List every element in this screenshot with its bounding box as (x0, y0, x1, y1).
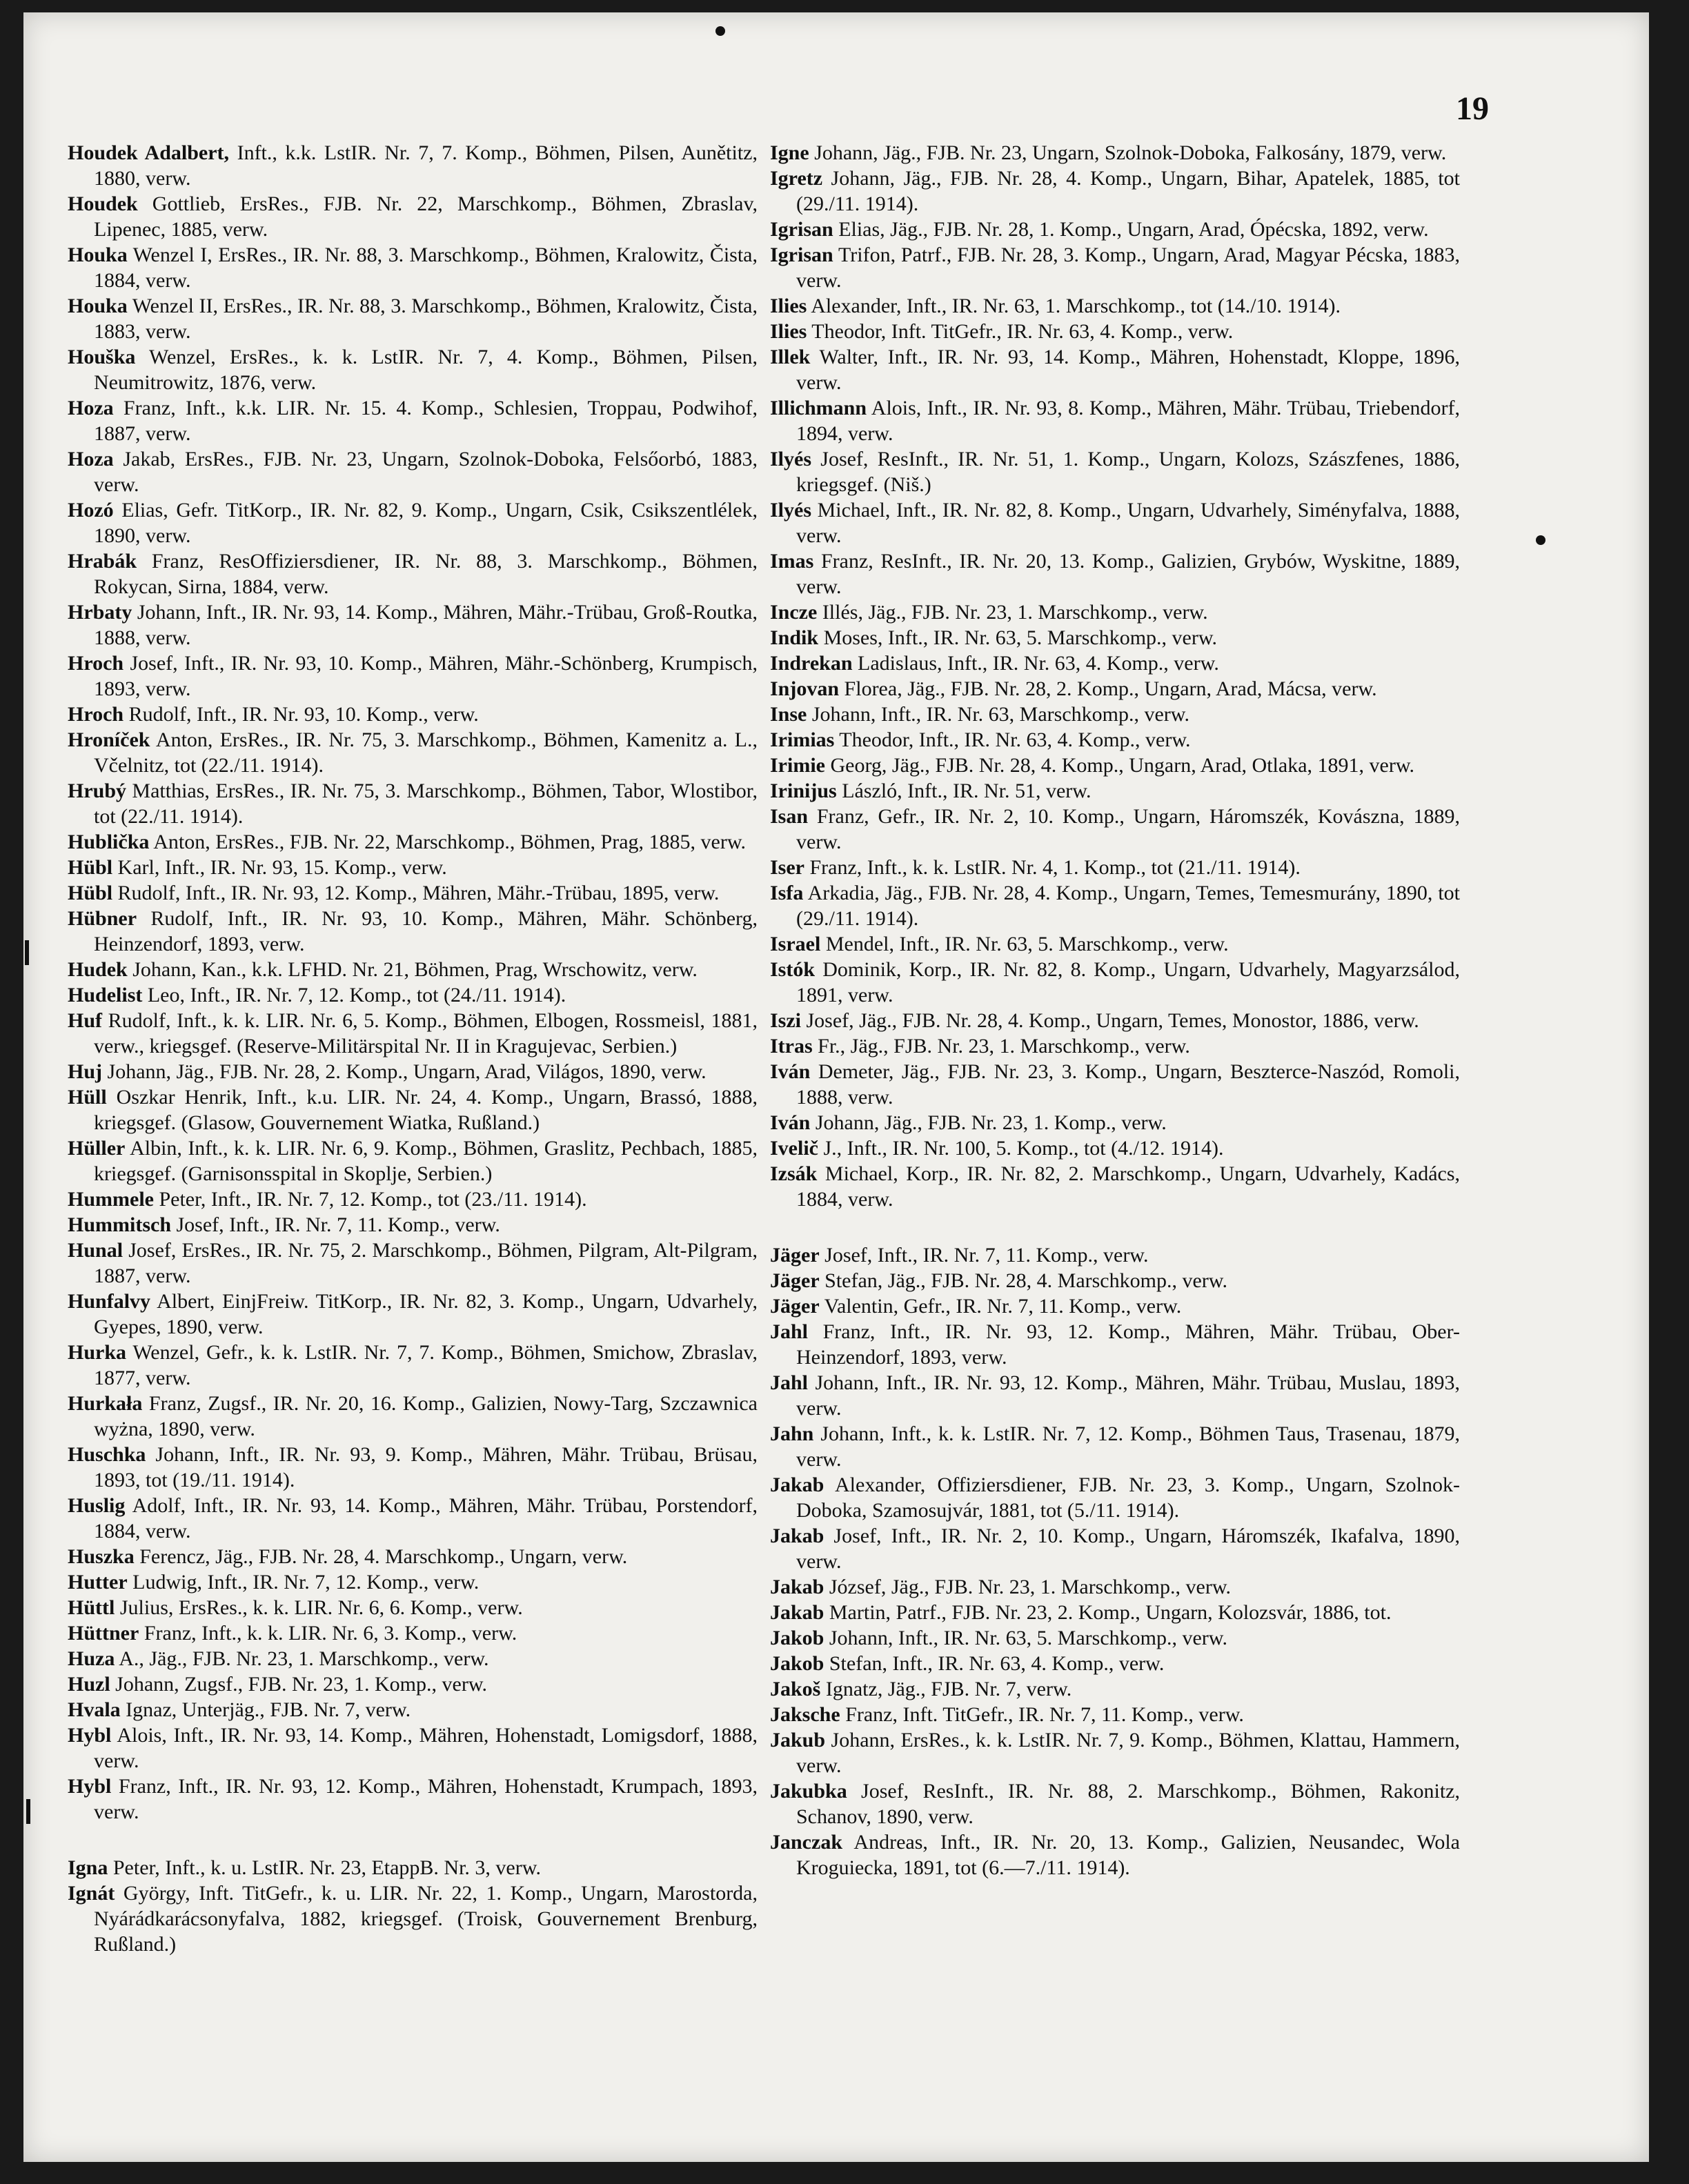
entry-details: Josef, ResInft., IR. Nr. 88, 2. Marschkomp., Böhmen, Rakonitz, Schanov, 1890, verw. (796, 1780, 1460, 1828)
entry-surname: Hübl (68, 856, 113, 879)
entry-surname: Ilyés (770, 448, 811, 470)
roster-entry (68, 957, 758, 982)
roster-entry (770, 1574, 1460, 1600)
entry-details: Alois, Inft., IR. Nr. 93, 14. Komp., Mähren, Hohenstadt, Lomigsdorf, 1888, verw. (94, 1724, 758, 1772)
roster-entry (68, 1723, 758, 1774)
entry-surname: Izsák (770, 1162, 818, 1185)
entry-surname: Hozó (68, 499, 114, 522)
roster-entry (770, 1778, 1460, 1829)
roster-entry (68, 548, 758, 599)
entry-details: Albin, Inft., k. k. LIR. Nr. 6, 9. Komp., Böhmen, Graslitz, Pechbach, 1885, kriegsgef. (Garnisonsspital in Skoplje, Serbien.) (94, 1137, 758, 1185)
entry-details: Ludwig, Inft., IR. Nr. 7, 12. Komp., verw. (127, 1571, 480, 1594)
entry-surname: Huschka (68, 1443, 146, 1466)
roster-entry (770, 880, 1460, 931)
roster-entry (770, 1319, 1460, 1370)
roster-entry (68, 1084, 758, 1135)
entry-details: Rudolf, Inft., IR. Nr. 93, 10. Komp., verw. (124, 703, 479, 726)
entry-surname: Hoza (68, 397, 114, 419)
entry-details: Johann, Inft., IR. Nr. 93, 12. Komp., Mähren, Mähr. Trübau, Muslau, 1893, verw. (796, 1371, 1460, 1420)
entry-surname: Istók (770, 958, 816, 981)
entry-details: Josef, Inft., IR. Nr. 2, 10. Komp., Ungarn, Háromszék, Ikafalva, 1890, verw. (796, 1525, 1460, 1573)
entry-details: Franz, Inft., k. k. LstIR. Nr. 4, 1. Komp., tot (21./11. 1914). (804, 856, 1301, 879)
entry-surname: Jakob (770, 1627, 824, 1649)
entry-surname: Huza (68, 1647, 115, 1670)
roster-entry (68, 1340, 758, 1391)
entry-surname: Hutter (68, 1571, 128, 1594)
entry-details: Illés, Jäg., FJB. Nr. 23, 1. Marschkomp., verw. (817, 601, 1208, 624)
entry-surname: Hüll (68, 1086, 107, 1109)
entry-surname: Jakab (770, 1601, 824, 1624)
roster-entry (770, 1110, 1460, 1135)
entry-details: Wenzel II, ErsRes., IR. Nr. 88, 3. Marschkomp., Böhmen, Kralowitz, Čista, 1883, verw. (94, 295, 758, 343)
entry-surname: Huj (68, 1060, 103, 1083)
entry-details: Franz, ResInft., IR. Nr. 20, 13. Komp., Galizien, Grybów, Wyskitne, 1889, verw. (796, 550, 1460, 598)
roster-entry (770, 651, 1460, 676)
entry-surname: Hoza (68, 448, 114, 470)
entry-surname: Jäger (770, 1295, 820, 1318)
entry-details: Rudolf, Inft., k. k. LIR. Nr. 6, 5. Komp., Böhmen, Elbogen, Rossmeisl, 1881, verw., kriegsgef. (Reserve-Militärspital Nr. II in Kragujevac, Serbien.) (94, 1009, 758, 1058)
entry-surname: Janczak (770, 1831, 842, 1854)
entry-details: Franz, Zugsf., IR. Nr. 20, 16. Komp., Galizien, Nowy-Targ, Szczawnica wyżna, 1890, verw. (94, 1392, 758, 1440)
entry-surname: Hudek (68, 958, 128, 981)
roster-entry (770, 855, 1460, 880)
entry-details: Wenzel, Gefr., k. k. LstIR. Nr. 7, 7. Komp., Böhmen, Smichow, Zbraslav, 1877, verw. (94, 1341, 758, 1389)
entry-surname: Jahl (770, 1371, 809, 1394)
roster-entry (770, 727, 1460, 753)
roster-entry (68, 446, 758, 497)
roster-entry (770, 1293, 1460, 1319)
roster-entry (68, 906, 758, 957)
roster-entry (68, 344, 758, 395)
entry-details: Wenzel I, ErsRes., IR. Nr. 88, 3. Marschkomp., Böhmen, Kralowitz, Čista, 1884, verw. (94, 244, 758, 292)
roster-entry (68, 1697, 758, 1723)
entry-surname: Isan (770, 805, 809, 828)
entry-details: Josef, ErsRes., IR. Nr. 75, 2. Marschkomp., Böhmen, Pilgram, Alt-Pilgram, 1887, verw. (94, 1239, 758, 1287)
roster-entry (770, 1625, 1460, 1651)
roster-entry (68, 1544, 758, 1569)
entry-details: Jakab, ErsRes., FJB. Nr. 23, Ungarn, Szolnok-Doboka, Felsőorbó, 1883, verw. (94, 448, 758, 496)
entry-surname: Indrekan (770, 652, 853, 675)
entry-details: Leo, Inft., IR. Nr. 7, 12. Komp., tot (24./11. 1914). (142, 984, 566, 1006)
roster-entry (770, 242, 1460, 293)
roster-entry (770, 957, 1460, 1008)
entry-surname: Iván (770, 1060, 811, 1083)
entry-surname: Israel (770, 933, 821, 955)
entry-details: Peter, Inft., IR. Nr. 7, 12. Komp., tot (23./11. 1914). (153, 1188, 587, 1211)
roster-entry (770, 1370, 1460, 1421)
entry-details: Valentin, Gefr., IR. Nr. 7, 11. Komp., verw. (819, 1295, 1182, 1318)
roster-entry (68, 702, 758, 727)
entry-surname: Ignát (68, 1882, 115, 1905)
roster-entry (770, 319, 1460, 344)
entry-details: Albert, EinjFreiw. TitKorp., IR. Nr. 82, 3. Komp., Ungarn, Udvarhely, Gyepes, 1890, verw. (94, 1290, 758, 1338)
entry-details: Dominik, Korp., IR. Nr. 82, 8. Komp., Ungarn, Udvarhely, Magyarzsálod, 1891, verw. (796, 958, 1460, 1006)
entry-details: Johann, Inft., k. k. LstIR. Nr. 7, 12. Komp., Böhmen Taus, Trasenau, 1879, verw. (796, 1422, 1460, 1471)
entry-surname: Jakab (770, 1576, 824, 1598)
entry-details: György, Inft. TitGefr., k. u. LIR. Nr. 22, 1. Komp., Ungarn, Marostorda, Nyárádkarácsonyfalva, 1882, kriegsgef. (Troisk, Gouvernement Brenburg, Rußland.) (94, 1882, 758, 1956)
entry-surname: Incze (770, 601, 818, 624)
entry-surname: Jäger (770, 1244, 820, 1267)
entry-details: Theodor, Inft. TitGefr., IR. Nr. 63, 4. Komp., verw. (807, 320, 1234, 343)
roster-entry (770, 1829, 1460, 1880)
entry-surname: Hummele (68, 1188, 154, 1211)
entry-surname: Huszka (68, 1545, 135, 1568)
entry-surname: Igretz (770, 167, 823, 190)
entry-surname: Huslig (68, 1494, 126, 1517)
entry-details: Josef, Inft., IR. Nr. 7, 11. Komp., verw. (171, 1213, 500, 1236)
entry-surname: Hrbaty (68, 601, 132, 624)
entry-details: Oszkar Henrik, Inft., k.u. LIR. Nr. 24, 4. Komp., Ungarn, Brassó, 1888, kriegsgef. (Glasow, Gouvernement Wiatka, Rußland.) (94, 1086, 758, 1134)
entry-surname: Jahl (770, 1320, 809, 1343)
entry-details: Michael, Korp., IR. Nr. 82, 2. Marschkomp., Ungarn, Udvarhely, Kadács, 1884, verw. (796, 1162, 1460, 1211)
roster-entry (68, 599, 758, 651)
entry-details: Alexander, Inft., IR. Nr. 63, 1. Marschkomp., tot (14./10. 1914). (807, 295, 1341, 317)
roster-entry (68, 1008, 758, 1059)
roster-entry (68, 1646, 758, 1671)
entry-surname: Houka (68, 244, 128, 266)
entry-details: Johann, Zugsf., FJB. Nr. 23, 1. Komp., verw. (110, 1673, 488, 1696)
roster-entry (770, 1059, 1460, 1110)
entry-details: Johann, Jäg., FJB. Nr. 28, 4. Komp., Ungarn, Bihar, Apatelek, 1885, tot (29./11. 1914). (796, 167, 1460, 215)
section-gap (770, 1212, 1460, 1242)
entry-surname: Hurka (68, 1341, 127, 1364)
entry-details: Josef, ResInft., IR. Nr. 51, 1. Komp., Ungarn, Kolozs, Szászfenes, 1886, kriegsgef. (Niš.) (796, 448, 1460, 496)
entry-surname: Ilies (770, 320, 807, 343)
roster-entry (770, 1135, 1460, 1161)
entry-details: Martin, Patrf., FJB. Nr. 23, 2. Komp., Ungarn, Kolozsvár, 1886, tot. (824, 1601, 1392, 1624)
entry-details: Franz, Inft. TitGefr., IR. Nr. 7, 11. Komp., verw. (840, 1703, 1244, 1726)
roster-entry (68, 1238, 758, 1289)
entry-details: Anton, ErsRes., IR. Nr. 75, 3. Marschkomp., Böhmen, Kamenitz a. L., Včelnitz, tot (22./11. 1914). (94, 728, 758, 777)
entry-surname: Injovan (770, 677, 840, 700)
right-column (770, 140, 1460, 1880)
entry-surname: Hüller (68, 1137, 126, 1160)
entry-surname: Jakab (770, 1525, 824, 1547)
entry-details: Josef, Inft., IR. Nr. 93, 10. Komp., Mähren, Mähr.-Schönberg, Krumpisch, 1893, verw. (94, 652, 758, 700)
roster-entry (68, 1187, 758, 1212)
entry-surname: Inse (770, 703, 807, 726)
roster-entry (68, 242, 758, 293)
entry-surname: Ivelič (770, 1137, 818, 1160)
roster-entry (770, 1008, 1460, 1033)
roster-entry (68, 1391, 758, 1442)
roster-entry (770, 625, 1460, 651)
entry-details: Johann, Jäg., FJB. Nr. 28, 2. Komp., Ungarn, Arad, Világos, 1890, verw. (102, 1060, 707, 1083)
entry-surname: Jakob (770, 1652, 824, 1675)
entry-details: Demeter, Jäg., FJB. Nr. 23, 3. Komp., Ungarn, Beszterce-Naszód, Romoli, 1888, verw. (796, 1060, 1460, 1109)
entry-surname: Isfa (770, 882, 804, 904)
entry-details: Johann, ErsRes., k. k. LstIR. Nr. 7, 9. Komp., Böhmen, Klattau, Hammern, verw. (796, 1729, 1460, 1777)
entry-surname: Imas (770, 550, 814, 573)
entry-surname: Hüttner (68, 1622, 139, 1645)
entry-details: Ignatz, Jäg., FJB. Nr. 7, verw. (820, 1678, 1072, 1700)
entry-surname: Jäger (770, 1269, 820, 1292)
entry-surname: Igne (770, 141, 809, 164)
entry-surname: Jakubka (770, 1780, 847, 1803)
entry-details: Rudolf, Inft., IR. Nr. 93, 10. Komp., Mähren, Mähr. Schönberg, Heinzendorf, 1893, verw. (94, 907, 758, 955)
entry-surname: Irimie (770, 754, 825, 777)
roster-entry (68, 1569, 758, 1595)
roster-entry (68, 1135, 758, 1187)
left-column (68, 140, 758, 1957)
entry-details: Franz, ResOffiziersdiener, IR. Nr. 88, 3. Marschkomp., Böhmen, Rokycan, Sirna, 1884, verw. (94, 550, 758, 598)
roster-entry (68, 1493, 758, 1544)
entry-details: Elias, Jäg., FJB. Nr. 28, 1. Komp., Ungarn, Arad, Ópécska, 1892, verw. (833, 218, 1429, 241)
roster-entry (770, 497, 1460, 548)
entry-details: Johann, Jäg., FJB. Nr. 23, 1. Komp., verw. (810, 1111, 1167, 1134)
entry-details: Franz, Inft., IR. Nr. 93, 12. Komp., Mähren, Mähr. Trübau, Ober-Heinzendorf, 1893, verw. (796, 1320, 1460, 1369)
roster-entry (770, 217, 1460, 242)
roster-entry (770, 1268, 1460, 1293)
roster-entry (68, 1880, 758, 1957)
entry-details: Franz, Inft., k.k. LIR. Nr. 15. 4. Komp., Schlesien, Troppau, Podwihof, 1887, verw. (94, 397, 758, 445)
roster-entry (68, 293, 758, 344)
roster-entry (770, 1033, 1460, 1059)
entry-surname: Jakoš (770, 1678, 821, 1700)
entry-details: Fr., Jäg., FJB. Nr. 23, 1. Marschkomp., verw. (812, 1035, 1190, 1058)
roster-entry (770, 702, 1460, 727)
margin-dot-mark (1536, 535, 1545, 545)
entry-surname: Hüttl (68, 1596, 115, 1619)
entry-surname: Iván (770, 1111, 811, 1134)
entry-surname: Igrisan (770, 244, 833, 266)
entry-details: Johann, Inft., IR. Nr. 63, 5. Marschkomp., verw. (824, 1627, 1228, 1649)
entry-details: Johann, Inft., IR. Nr. 93, 9. Komp., Mähren, Mähr. Trübau, Brüsau, 1893, tot (19./11. 1914). (94, 1443, 758, 1491)
roster-entry (68, 855, 758, 880)
section-gap (68, 1825, 758, 1855)
entry-surname: Ilyés (770, 499, 811, 522)
entry-surname: Iser (770, 856, 804, 879)
entry-surname: Hummitsch (68, 1213, 171, 1236)
roster-entry (770, 599, 1460, 625)
entry-details: Karl, Inft., IR. Nr. 93, 15. Komp., verw. (112, 856, 447, 879)
entry-surname: Hunal (68, 1239, 124, 1262)
roster-entry (68, 140, 758, 191)
entry-surname: Houška (68, 346, 136, 368)
entry-surname: Hroníček (68, 728, 150, 751)
entry-details: Johann, Inft., IR. Nr. 63, Marschkomp., verw. (807, 703, 1189, 726)
roster-entry (68, 1595, 758, 1620)
roster-entry (68, 1855, 758, 1880)
entry-details: Anton, ErsRes., FJB. Nr. 22, Marschkomp., Böhmen, Prag, 1885, verw. (149, 831, 747, 853)
entry-details: A., Jäg., FJB. Nr. 23, 1. Marschkomp., verw. (115, 1647, 489, 1670)
entry-surname: Houdek (68, 192, 138, 215)
roster-entry (68, 1442, 758, 1493)
entry-details: Stefan, Jäg., FJB. Nr. 28, 4. Marschkomp., verw. (819, 1269, 1227, 1292)
entry-surname: Jahn (770, 1422, 814, 1445)
margin-tick-mark (25, 940, 29, 965)
entry-details: Inft., k.k. LstIR. Nr. 7, 7. Komp., Böhmen, Pilsen, Aunětitz, 1880, verw. (94, 141, 758, 190)
entry-surname: Irinijus (770, 780, 837, 802)
roster-entry (68, 778, 758, 829)
entry-surname: Igna (68, 1856, 108, 1879)
entry-surname: Huzl (68, 1673, 110, 1696)
roster-entry (770, 1523, 1460, 1574)
entry-surname: Illek (770, 346, 811, 368)
entry-details: Theodor, Inft., IR. Nr. 63, 4. Komp., verw. (834, 728, 1191, 751)
entry-details: Matthias, ErsRes., IR. Nr. 75, 3. Marschkomp., Böhmen, Tabor, Wlostibor, tot (22./11. 1914). (94, 780, 758, 828)
entry-details: Johann, Inft., IR. Nr. 93, 14. Komp., Mähren, Mähr.-Trübau, Groß-Routka, 1888, verw. (94, 601, 758, 649)
roster-entry (770, 753, 1460, 778)
roster-entry (68, 191, 758, 242)
roster-entry (68, 727, 758, 778)
entry-details: Ladislaus, Inft., IR. Nr. 63, 4. Komp., verw. (852, 652, 1219, 675)
roster-entry (770, 1161, 1460, 1212)
entry-surname: Hrabák (68, 550, 137, 573)
entry-details: Julius, ErsRes., k. k. LIR. Nr. 6, 6. Komp., verw. (115, 1596, 523, 1619)
roster-entry (68, 497, 758, 548)
roster-entry (68, 1774, 758, 1825)
roster-entry (770, 931, 1460, 957)
roster-entry (770, 1651, 1460, 1676)
entry-surname: Hübner (68, 907, 137, 930)
roster-entry (68, 395, 758, 446)
entry-surname: Hrubý (68, 780, 127, 802)
entry-surname: Hudelist (68, 984, 143, 1006)
entry-details: Adolf, Inft., IR. Nr. 93, 14. Komp., Mähren, Mähr. Trübau, Porstendorf, 1884, verw. (94, 1494, 758, 1542)
roster-entry (770, 344, 1460, 395)
entry-details: Ignaz, Unterjäg., FJB. Nr. 7, verw. (120, 1698, 411, 1721)
roster-entry (770, 395, 1460, 446)
margin-tick-mark (26, 1799, 30, 1824)
entry-details: Elias, Gefr. TitKorp., IR. Nr. 82, 9. Komp., Ungarn, Csik, Csikszentlélek, 1890, verw. (94, 499, 758, 547)
entry-details: Josef, Jäg., FJB. Nr. 28, 4. Komp., Ungarn, Temes, Monostor, 1886, verw. (801, 1009, 1419, 1032)
margin-dot-mark (715, 26, 725, 36)
entry-surname: Hroch (68, 703, 124, 726)
entry-details: Walter, Inft., IR. Nr. 93, 14. Komp., Mähren, Hohenstadt, Kloppe, 1896, verw. (796, 346, 1460, 394)
roster-entry (770, 1676, 1460, 1702)
entry-surname: Igrisan (770, 218, 833, 241)
entry-surname: Jakub (770, 1729, 826, 1751)
entry-details: Peter, Inft., k. u. LstIR. Nr. 23, EtappB. Nr. 3, verw. (108, 1856, 541, 1879)
entry-details: Alexander, Offiziersdiener, FJB. Nr. 23, 3. Komp., Ungarn, Szolnok-Doboka, Szamosujvár, 1881, tot (5./11. 1914). (796, 1473, 1460, 1522)
entry-surname: Hurkała (68, 1392, 143, 1415)
roster-entry (770, 446, 1460, 497)
entry-details: Ferencz, Jäg., FJB. Nr. 28, 4. Marschkomp., Ungarn, verw. (134, 1545, 628, 1568)
roster-entry (770, 1242, 1460, 1268)
entry-surname: Huf (68, 1009, 103, 1032)
entry-details: Rudolf, Inft., IR. Nr. 93, 12. Komp., Mähren, Mähr.-Trübau, 1895, verw. (112, 882, 720, 904)
entry-surname: Jaksche (770, 1703, 840, 1726)
entry-details: Mendel, Inft., IR. Nr. 63, 5. Marschkomp., verw. (820, 933, 1229, 955)
roster-entry (68, 651, 758, 702)
roster-entry (68, 829, 758, 855)
roster-entry (770, 548, 1460, 599)
roster-entry (68, 1212, 758, 1238)
entry-surname: Houdek Adalbert, (68, 141, 230, 164)
entry-surname: Irimias (770, 728, 835, 751)
entry-details: Josef, Inft., IR. Nr. 7, 11. Komp., verw. (819, 1244, 1149, 1267)
entry-details: Trifon, Patrf., FJB. Nr. 28, 3. Komp., Ungarn, Arad, Magyar Pécska, 1883, verw. (796, 244, 1460, 292)
entry-details: Moses, Inft., IR. Nr. 63, 5. Marschkomp., verw. (818, 626, 1218, 649)
roster-entry (68, 1289, 758, 1340)
entry-surname: Hunfalvy (68, 1290, 151, 1313)
roster-entry (68, 1620, 758, 1646)
entry-surname: Hroch (68, 652, 124, 675)
entry-surname: Itras (770, 1035, 813, 1058)
roster-entry (770, 1600, 1460, 1625)
entry-details: Florea, Jäg., FJB. Nr. 28, 2. Komp., Ungarn, Arad, Mácsa, verw. (839, 677, 1377, 700)
entry-surname: Indik (770, 626, 819, 649)
entry-surname: Hublička (68, 831, 150, 853)
roster-entry (770, 1702, 1460, 1727)
entry-details: Georg, Jäg., FJB. Nr. 28, 4. Komp., Ungarn, Arad, Otlaka, 1891, verw. (824, 754, 1415, 777)
entry-details: Franz, Inft., k. k. LIR. Nr. 6, 3. Komp., verw. (139, 1622, 517, 1645)
roster-entry (770, 1472, 1460, 1523)
entry-surname: Ilies (770, 295, 807, 317)
roster-entry (68, 880, 758, 906)
entry-details: József, Jäg., FJB. Nr. 23, 1. Marschkomp., verw. (824, 1576, 1232, 1598)
roster-entry (770, 1727, 1460, 1778)
roster-entry (68, 1671, 758, 1697)
entry-surname: Hübl (68, 882, 113, 904)
entry-details: Johann, Jäg., FJB. Nr. 23, Ungarn, Szolnok-Doboka, Falkosány, 1879, verw. (809, 141, 1447, 164)
roster-entry (770, 293, 1460, 319)
roster-entry (770, 676, 1460, 702)
entry-surname: Hybl (68, 1724, 112, 1747)
entry-surname: Iszi (770, 1009, 801, 1032)
entry-surname: Hybl (68, 1775, 112, 1798)
entry-details: Andreas, Inft., IR. Nr. 20, 13. Komp., Galizien, Neusandec, Wola Kroguiecka, 1891, tot (6.—7./11. 1914). (796, 1831, 1460, 1879)
entry-surname: Illichmann (770, 397, 867, 419)
entry-details: Wenzel, ErsRes., k. k. LstIR. Nr. 7, 4. Komp., Böhmen, Pilsen, Neumitrowitz, 1876, verw. (94, 346, 758, 394)
roster-entry (770, 1421, 1460, 1472)
entry-details: Johann, Kan., k.k. LFHD. Nr. 21, Böhmen, Prag, Wrschowitz, verw. (127, 958, 698, 981)
page-number: 19 (1456, 90, 1489, 127)
roster-entry (770, 778, 1460, 804)
entry-surname: Houka (68, 295, 128, 317)
scanned-page (23, 12, 1649, 2162)
entry-details: Franz, Inft., IR. Nr. 93, 12. Komp., Mähren, Hohenstadt, Krumpach, 1893, verw. (94, 1775, 758, 1823)
entry-details: Franz, Gefr., IR. Nr. 2, 10. Komp., Ungarn, Háromszék, Kovászna, 1889, verw. (796, 805, 1460, 853)
entry-surname: Jakab (770, 1473, 824, 1496)
entry-details: Michael, Inft., IR. Nr. 82, 8. Komp., Ungarn, Udvarhely, Siményfalva, 1888, verw. (796, 499, 1460, 547)
entry-details: László, Inft., IR. Nr. 51, verw. (836, 780, 1092, 802)
roster-entry (770, 166, 1460, 217)
roster-entry (68, 982, 758, 1008)
roster-entry (770, 140, 1460, 166)
entry-surname: Hvala (68, 1698, 121, 1721)
entry-details: J., Inft., IR. Nr. 100, 5. Komp., tot (4./12. 1914). (818, 1137, 1224, 1160)
entry-details: Alois, Inft., IR. Nr. 93, 8. Komp., Mähren, Mähr. Trübau, Triebendorf, 1894, verw. (796, 397, 1460, 445)
entry-details: Stefan, Inft., IR. Nr. 63, 4. Komp., verw. (824, 1652, 1165, 1675)
entry-details: Gottlieb, ErsRes., FJB. Nr. 22, Marschkomp., Böhmen, Zbraslav, Lipenec, 1885, verw. (94, 192, 758, 241)
entry-details: Arkadia, Jäg., FJB. Nr. 28, 4. Komp., Ungarn, Temes, Temesmurány, 1890, tot (29./11. 1914). (796, 882, 1460, 930)
roster-entry (770, 804, 1460, 855)
roster-entry (68, 1059, 758, 1084)
